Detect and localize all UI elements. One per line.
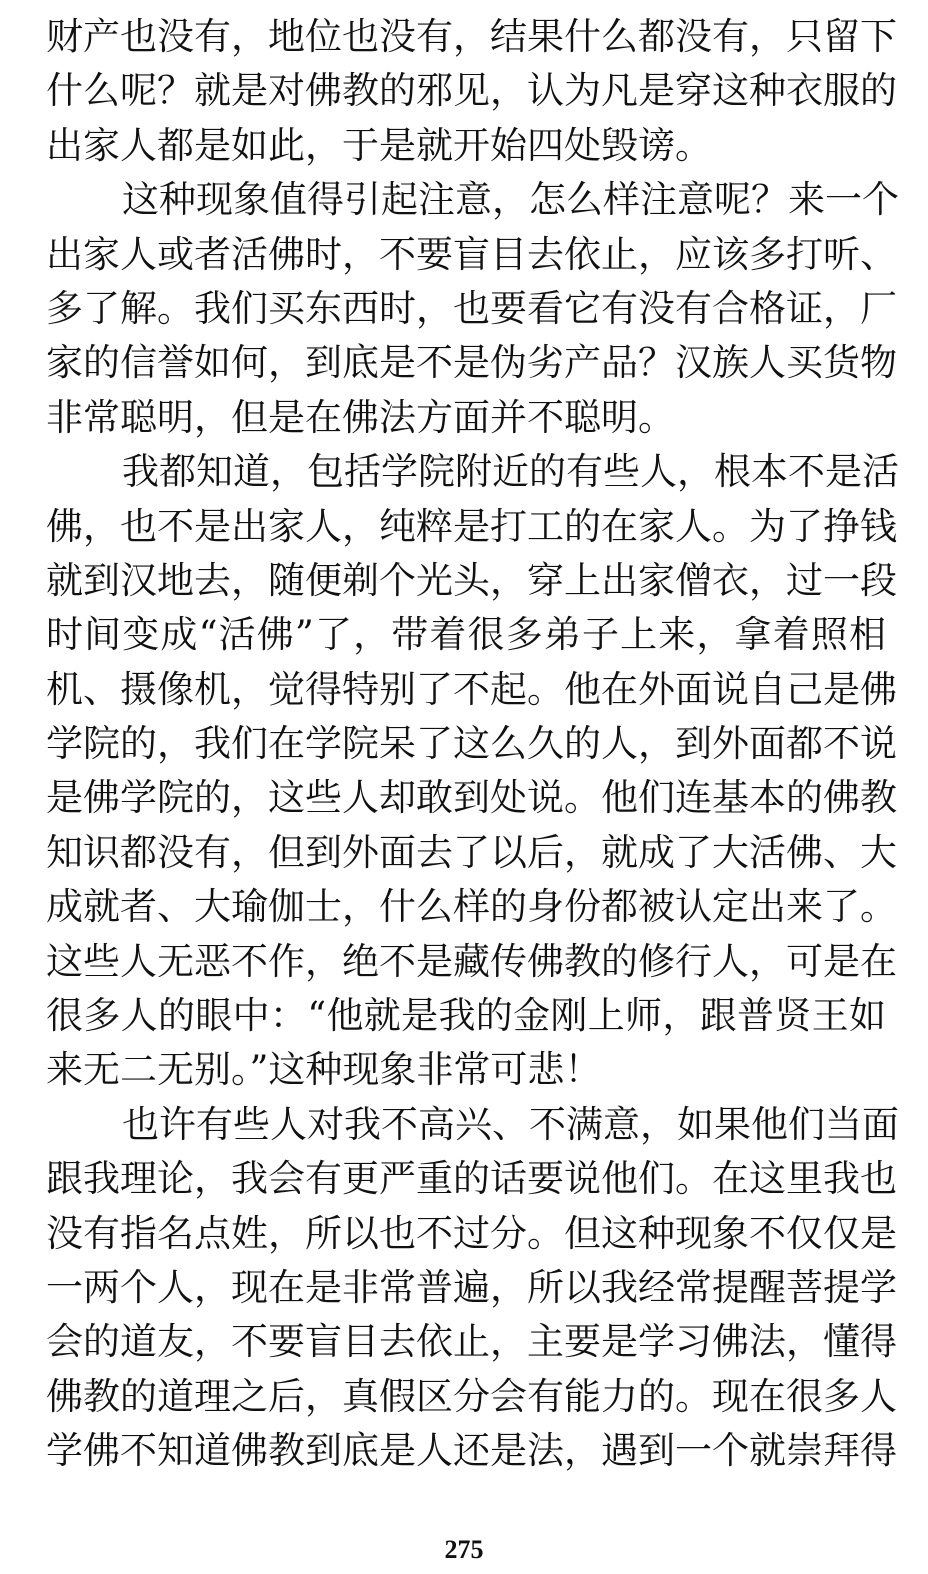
text-line: 多了解。我们买东西时，也要看它有没有合格证，厂 bbox=[46, 286, 897, 330]
text-line: 会的道友，不要盲目去依止，主要是学习佛法，懂得 bbox=[46, 1320, 897, 1364]
text-line: 没有指名点姓，所以也不过分。但这种现象不仅仅是 bbox=[46, 1211, 897, 1255]
text-line: 佛教的道理之后，真假区分会有能力的。现在很多人 bbox=[46, 1374, 897, 1418]
text-line: 也许有些人对我不高兴、不满意，如果他们当面 bbox=[122, 1102, 899, 1146]
paragraph-2 bbox=[46, 173, 899, 445]
page-number: 275 bbox=[444, 1535, 484, 1564]
text-line: 学佛不知道佛教到底是人还是法，遇到一个就崇拜得 bbox=[46, 1429, 897, 1473]
text-line: 一两个人，现在是非常普遍，所以我经常提醒菩提学 bbox=[46, 1265, 897, 1309]
text-line: 很多人的眼中：“他就是我的金刚上师，跟普贤王如 bbox=[46, 994, 886, 1038]
text-line: 什么呢？就是对佛教的邪见，认为凡是穿这种衣服的 bbox=[46, 69, 897, 113]
text-line: 出家人都是如此，于是就开始四处毁谤。 bbox=[46, 123, 712, 167]
text-line: 财产也没有，地位也没有，结果什么都没有，只留下 bbox=[46, 15, 897, 58]
text-line: 佛，也不是出家人，纯粹是打工的在家人。为了挣钱 bbox=[46, 504, 897, 548]
paragraph-1 bbox=[46, 10, 897, 173]
text-line: 非常聪明，但是在佛法方面并不聪明。 bbox=[46, 395, 675, 439]
paragraph-4 bbox=[46, 1098, 899, 1479]
body-text bbox=[46, 10, 899, 1479]
text-line: 机、摄像机，觉得特别了不起。他在外面说自己是佛 bbox=[46, 667, 897, 711]
text-line: 家的信誉如何，到底是不是伪劣产品？汉族人买货物 bbox=[46, 341, 897, 385]
text-line: 成就者、大瑜伽士，什么样的身份都被认定出来了。 bbox=[46, 885, 897, 929]
paragraph-3 bbox=[46, 445, 899, 1098]
text-line: 这些人无恶不作，绝不是藏传佛教的修行人，可是在 bbox=[46, 939, 897, 983]
text-line: 出家人或者活佛时，不要盲目去依止，应该多打听、 bbox=[46, 232, 897, 276]
text-line: 时间变成“活佛”了，带着很多弟子上来，拿着照相 bbox=[46, 613, 886, 657]
text-line: 来无二无别。”这种现象非常可悲！ bbox=[46, 1048, 602, 1092]
text-line: 学院的，我们在学院呆了这么久的人，到外面都不说 bbox=[46, 722, 897, 766]
text-line: 跟我理论，我会有更严重的话要说他们。在这里我也 bbox=[46, 1157, 897, 1201]
text-line: 是佛学院的，这些人却敢到处说。他们连基本的佛教 bbox=[46, 776, 897, 820]
text-line: 就到汉地去，随便剃个光头，穿上出家僧衣，过一段 bbox=[46, 558, 897, 602]
text-line: 这种现象值得引起注意，怎么样注意呢？来一个 bbox=[122, 178, 899, 222]
text-line: 知识都没有，但到外面去了以后，就成了大活佛、大 bbox=[46, 830, 897, 874]
text-line: 我都知道，包括学院附近的有些人，根本不是活 bbox=[122, 450, 899, 494]
